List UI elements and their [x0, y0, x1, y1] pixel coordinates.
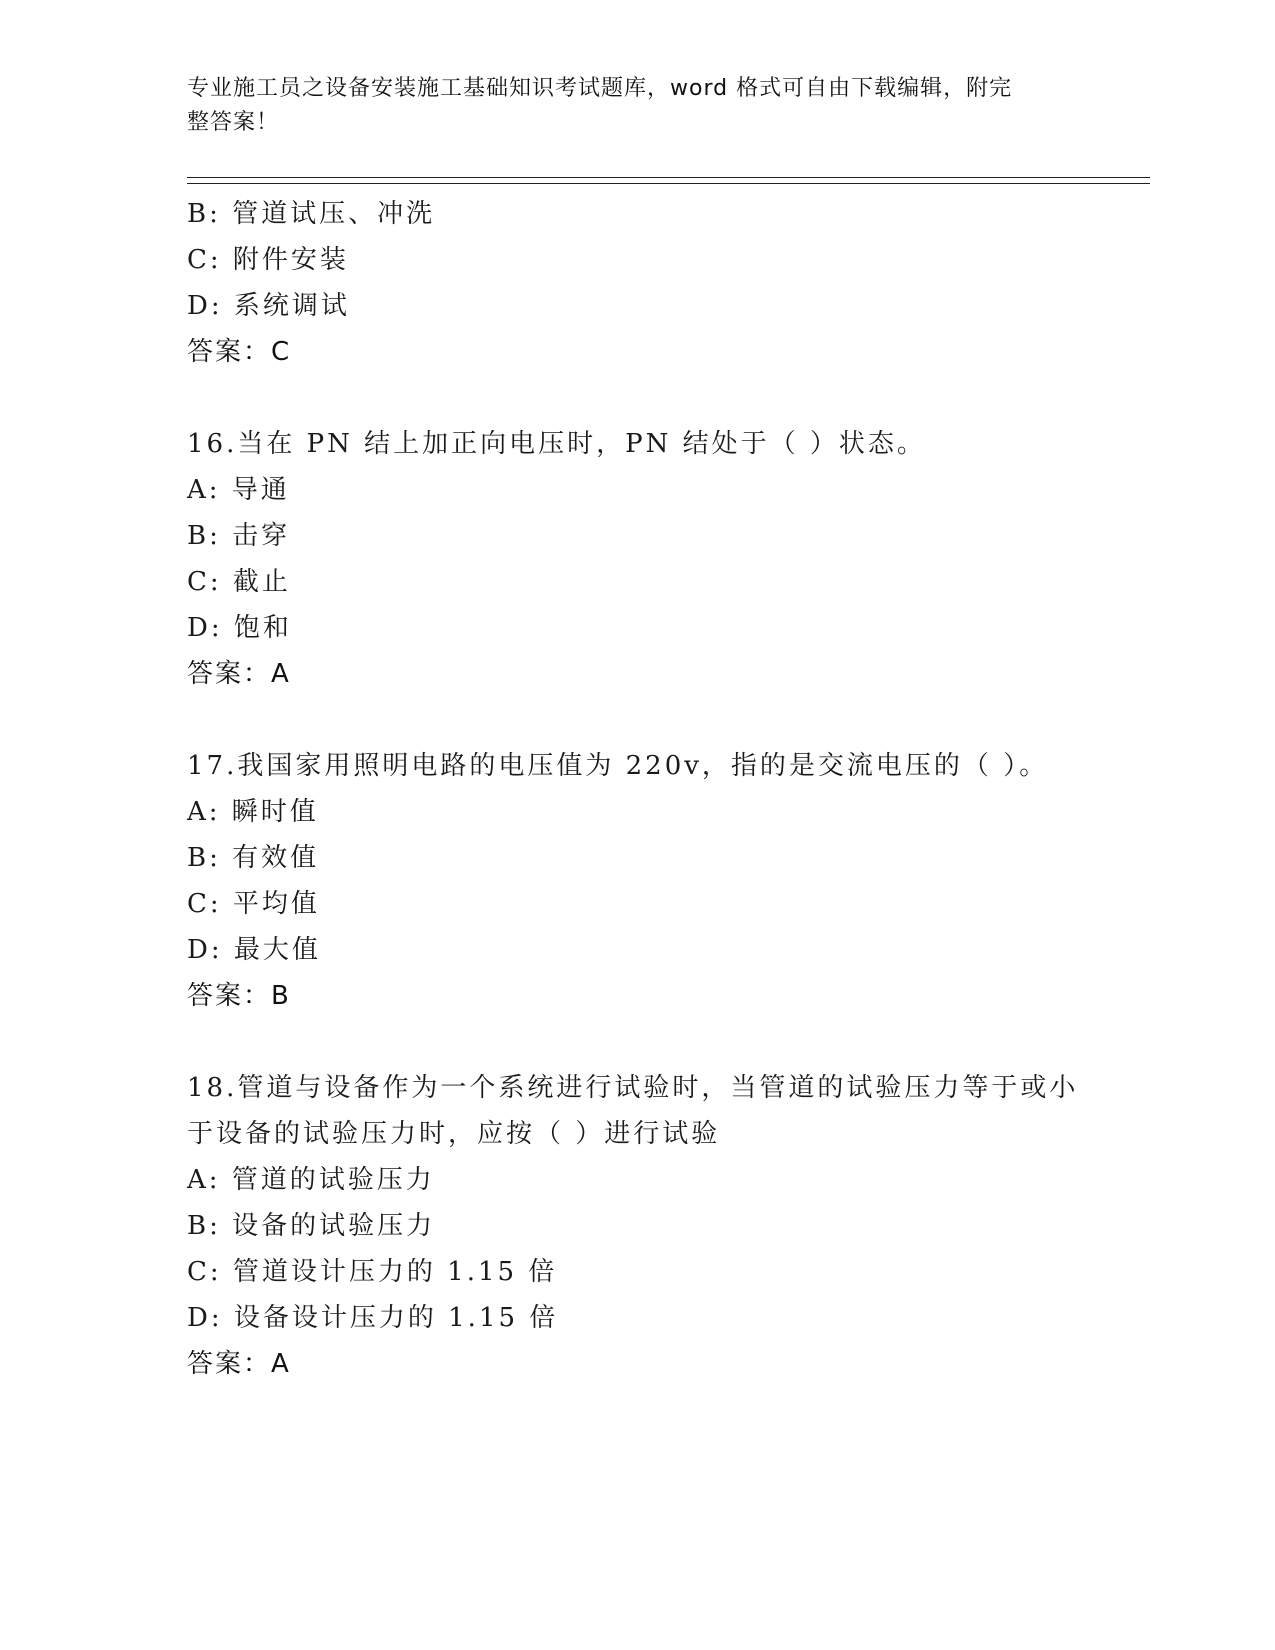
- option-d: D: 系统调试: [187, 291, 350, 321]
- answer-line: 答案：B: [187, 981, 291, 1011]
- answer-line: 答案：A: [187, 1349, 291, 1379]
- question-15: [187, 191, 1087, 375]
- option-c: C: 平均值: [187, 889, 320, 919]
- option-d: D: 最大值: [187, 935, 321, 965]
- question-stem: 16.当在 PN 结上加正向电压时，PN 结处于（ ）状态。: [187, 429, 926, 459]
- header-line-1: 专业施工员之设备安装施工基础知识考试题库，word 格式可自由下载编辑，附完: [187, 76, 1013, 101]
- option-a: A: 导通: [187, 475, 290, 505]
- spacer: [187, 697, 1087, 743]
- question-stem-line-1: 18.管道与设备作为一个系统进行试验时，当管道的试验压力等于或小: [187, 1073, 1079, 1103]
- option-b: B: 有效值: [187, 843, 320, 873]
- answer-line: 答案：C: [187, 337, 292, 367]
- question-stem: 17.我国家用照明电路的电压值为 220v，指的是交流电压的（ ）。: [187, 751, 1049, 781]
- question-17: [187, 743, 1087, 1019]
- option-b: B: 管道试压、冲洗: [187, 199, 436, 229]
- option-b: B: 击穿: [187, 521, 291, 551]
- option-d: D: 饱和: [187, 613, 292, 643]
- option-c: C: 附件安装: [187, 245, 349, 275]
- option-c: C: 截止: [187, 567, 291, 597]
- option-b: B: 设备的试验压力: [187, 1211, 436, 1241]
- question-16: [187, 421, 1087, 697]
- option-c: C: 管道设计压力的 1.15 倍: [187, 1257, 558, 1287]
- question-stem-line-2: 于设备的试验压力时，应按（ ）进行试验: [187, 1119, 721, 1149]
- spacer: [187, 1019, 1087, 1065]
- option-a: A: 管道的试验压力: [187, 1165, 435, 1195]
- document-header: [187, 72, 1067, 140]
- header-divider-top: [187, 177, 1150, 178]
- question-18: [187, 1065, 1087, 1387]
- option-a: A: 瞬时值: [187, 797, 319, 827]
- answer-line: 答案：A: [187, 659, 291, 689]
- spacer: [187, 375, 1087, 421]
- question-list: [187, 191, 1087, 1387]
- header-line-2: 整答案！: [187, 110, 280, 135]
- option-d: D: 设备设计压力的 1.15 倍: [187, 1303, 559, 1333]
- header-divider-bottom: [187, 183, 1150, 184]
